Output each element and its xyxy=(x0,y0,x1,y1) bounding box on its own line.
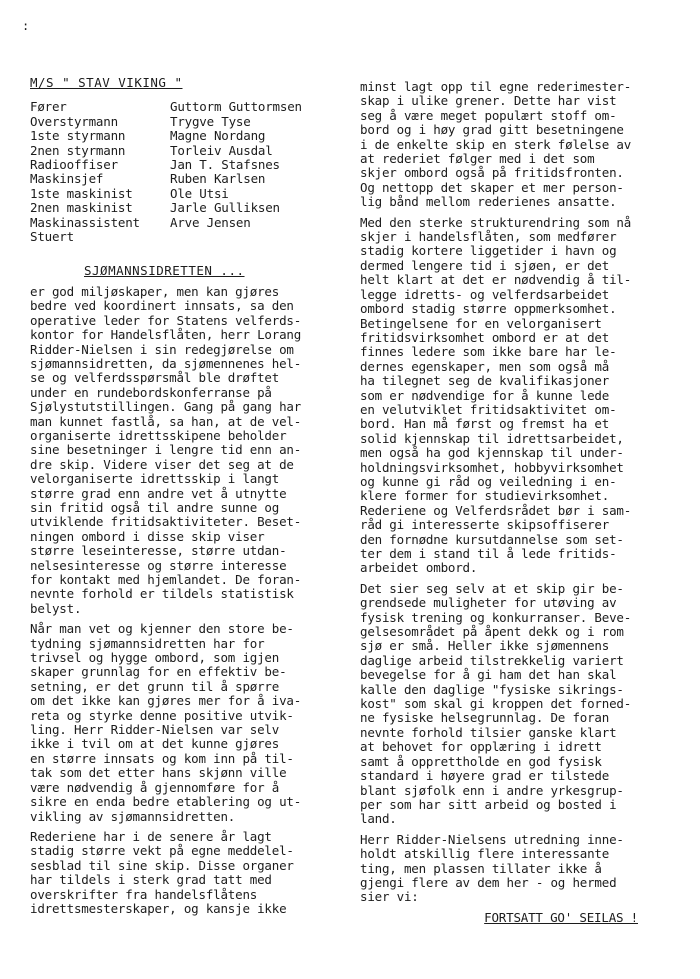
crew-name: Guttorm Guttormsen xyxy=(170,99,302,115)
crew-role: 2nen styrmann xyxy=(30,142,126,158)
crew-name: Jan T. Stafsnes xyxy=(170,157,280,173)
crew-role: Maskinsjef xyxy=(30,171,104,187)
article-paragraph: Rederiene har i de senere år lagt stadig større vekt på egne meddelel- sesblad til sine skip. Disse organer har tildels i sterk grad tatt med overskrifter fra handelsflåtens idrettsmesterskaper, og kansje ikke xyxy=(30,828,294,916)
crew-name: Jarle Gulliksen xyxy=(170,200,280,216)
article-paragraph: Det sier seg selv at et skip gir be- grendsede muligheter for utøving av fysisk trening og konkurranser. Beve- gelsesområdet på åpent dekk og i rom sjø er små. Heller ikke sjømennens daglige arbeid tilstrekkelig variert bevegelse for å gi ham det han skal kalle den daglige "fysiske sikrings- kost" som skal gi kroppen det forned- ne fysiske helsegrunnlag. De foran nevnte forhold tilsier ganske klart at behovet for opplæring i idrett samt å opprettholde en god fysisk standard i høyere grad er tilstede blant sjøfolk enn i andre yrkesgrup- per som har sitt arbeid og bosted i land. xyxy=(360,580,632,827)
article-paragraph: minst lagt opp til egne rederimester- skap i ulike grener. Dette har vist seg å være meget populært stoff om- bord og i høy grad gitt besetningene i de enkelte skip en sterk følelse av at rederiet følger med i det som skjer ombord også på fritidsfronten. Og nettopp det skaper et mer person- lig bånd mellom rederienes ansatte. xyxy=(360,79,632,210)
crew-name: Magne Nordang xyxy=(170,128,266,144)
crew-role: Maskinassistent xyxy=(30,214,140,230)
crew-list xyxy=(30,100,348,244)
crew-role: Fører xyxy=(30,99,67,115)
crew-name: Ruben Karlsen xyxy=(170,171,266,187)
article-paragraph: Når man vet og kjenner den store be- tydning sjømannsidretten har for trivsel og hygge ombord, som igjen skaper grunnlag for en effektiv be- setning, er det grunn til å spørre om det ikke kan gjøres mer for å iva- reta og styrke denne positive utvik- ling. Herr Ridder-Nielsen var selv ikke i tvil om at det kunne gjøres en større innsats og kom inn på til- tak som det etter hans skjønn ville være nødvendig å gjennomføre for å sikre en enda bedre etablering og ut- vikling av sjømannsidretten. xyxy=(30,621,302,824)
crew-role: Radiooffiser xyxy=(30,157,118,173)
crew-role: 1ste maskinist xyxy=(30,185,133,201)
right-column xyxy=(360,80,682,925)
left-column xyxy=(30,76,348,922)
crew-role: 1ste styrmann xyxy=(30,128,126,144)
crew-role: Stuert xyxy=(30,229,74,245)
crew-name: Torleiv Ausdal xyxy=(170,142,273,158)
crew-name: Trygve Tyse xyxy=(170,113,251,129)
ship-title: M/S " STAV VIKING " xyxy=(30,75,183,90)
crew-role: 2nen maskinist xyxy=(30,200,133,216)
crew-name xyxy=(170,230,350,244)
article-heading: SJØMANNSIDRETTEN ... xyxy=(84,263,245,279)
article-paragraph: Herr Ridder-Nielsens utredning inne- holdt atskillig flere interessante ting, men plassen tillater ikke å gjengi flere av dem her - og hermed sier vi: xyxy=(360,831,624,905)
article-paragraph: er god miljøskaper, men kan gjøres bedre ved koordinert innsats, sa den operative leder for Statens velferds- kontor for Handelsflåten, herr Lorang Ridder-Nielsen i sin redegjørelse om sjømannsidretten, da sjømennenes hel- se og velferdsspørsmål ble drøftet under en rundebordskonferranse på Sjølystutstillingen. Gang på gang har man kunnet fastlå, sa han, at de vel- organiserte idrettsskipene beholder sine besetninger i lengre tid enn an- dre skip. Videre viser det seg at de velorganiserte idrettsskip i langt større grad enn andre vet å utnytte sin fritid også til andre sunne og utviklende fritidsaktiviteter. Beset- ningen ombord i disse skip viser større leseinteresse, større utdan- nelsesinteresse og større interesse for kontakt med hjemlandet. De foran- nevnte forhold er tildels statistisk belyst. xyxy=(30,283,302,616)
article-paragraph: Med den sterke strukturendring som nå skjer i handelsflåten, som medfører stadig kortere liggetider i havn og dermed lengere tid i sjøen, er det helt klart at det er nødvendig å til- legge idretts- og velferdsarbeidet ombord stadig større oppmerksomhet. Betingelsene for en velorganisert fritidsvirksomhet ombord er at det finnes ledere som ikke bare har le- dernes egenskaper, men som også må ha tilegnet seg de kvalifikasjoner som er nødvendige for å kunne lede en velutviklet fritidsaktivitet om- bord. Han må først og fremst ha et solid kjennskap til idrettsarbeidet, men også ha god kjennskap til under- holdningsvirksomhet, hobbyvirksomhet og kunne gi råd og veiledning i en- klere former for studievirksomhet. Rederiene og Velferdsrådet bør i sam- råd gi interesserte skipsoffiserer den fornødne kursutdannelse som set- ter dem i stand til å lede fritids- arbeidet ombord. xyxy=(360,214,632,576)
crew-name: Ole Utsi xyxy=(170,185,229,201)
crew-name: Arve Jensen xyxy=(170,214,251,230)
margin-marks: : xyxy=(22,19,30,33)
crew-role: Overstyrmann xyxy=(30,113,118,129)
closing-line: FORTSATT GO' SEILAS ! xyxy=(484,909,638,925)
